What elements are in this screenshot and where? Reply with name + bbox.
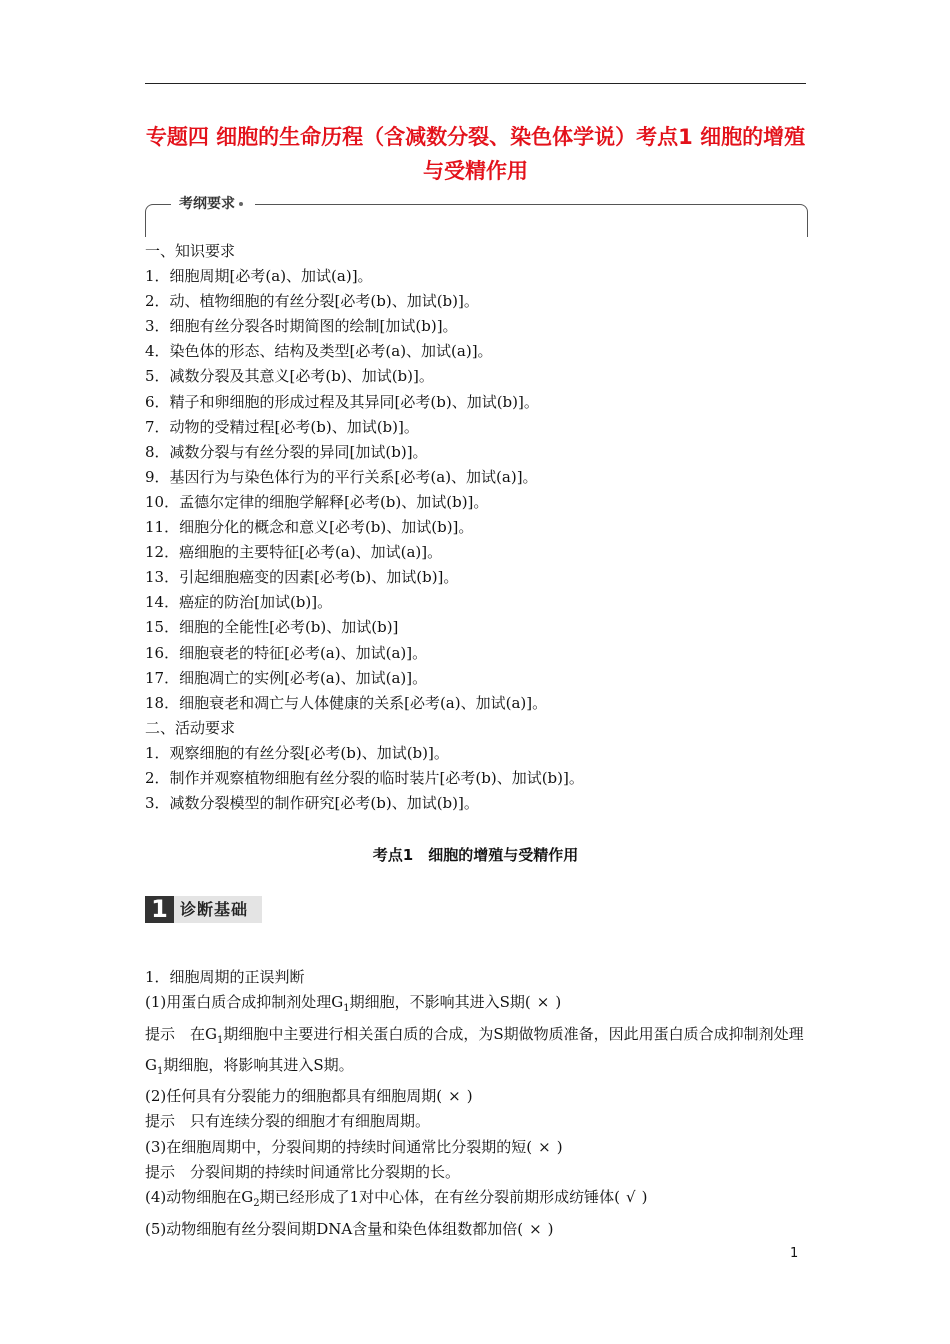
requirement-item: 8．减数分裂与有丝分裂的异同[加试(b)]。 — [145, 442, 428, 461]
banner-label: 诊断基础 — [180, 900, 249, 919]
hint-1: 提示 在$G_1$期细胞中主要进行相关蛋白质的合成，为S期做物质准备，因此用蛋白质合成抑制剂处理$G_1$期细胞，将影响其进入S期。 — [145, 1024, 804, 1077]
answer-mark: × — [536, 993, 550, 1012]
requirement-item: 2．动、植物细胞的有丝分裂[必考(b)、加试(b)]。 — [145, 292, 479, 311]
page-title: 专题四 细胞的生命历程（含减数分裂、染色体学说）考点1 细胞的增殖与受精作用 — [145, 125, 806, 183]
requirement-item: 9．基因行为与染色体行为的平行关系[必考(a)、加试(a)]。 — [145, 467, 538, 486]
requirement-item: 3．减数分裂模型的制作研究[必考(b)、加试(b)]。 — [145, 794, 479, 813]
banner-number: 1 — [145, 896, 174, 923]
requirement-item: 18．细胞衰老和凋亡与人体健康的关系[必考(a)、加试(a)]。 — [145, 693, 548, 712]
requirement-item: 15．细胞的全能性[必考(b)、加试(b)] — [145, 618, 399, 637]
requirement-item: 1．观察细胞的有丝分裂[必考(b)、加试(b)]。 — [145, 743, 449, 762]
requirement-item: 4．染色体的形态、结构及类型[必考(a)、加试(a)]。 — [145, 342, 493, 361]
question-4: (4)动物细胞在$G_2$期已经形成了1对中心体，在有丝分裂前期形成纺锤体( √ ) — [145, 1185, 810, 1216]
requirement-item: 1．细胞周期[必考(a)、加试(a)]。 — [145, 267, 373, 286]
answer-mark: × — [448, 1087, 461, 1106]
answer-mark: √ — [626, 1188, 636, 1207]
syllabus-box — [145, 193, 808, 236]
question-1: (1)用蛋白质合成抑制剂处理$G_1$期细胞，不影响其进入S期( × ) — [145, 990, 810, 1021]
qa-heading: 1．细胞周期的正误判断 — [145, 968, 305, 986]
bullet-dot-icon — [239, 202, 243, 206]
requirement-item: 3．细胞有丝分裂各时期简图的绘制[加试(b)]。 — [145, 317, 458, 336]
requirement-item: 12．癌细胞的主要特征[必考(a)、加试(a)]。 — [145, 543, 443, 562]
question-3: (3)在细胞周期中，分裂间期的持续时间通常比分裂期的短( × ) — [145, 1135, 810, 1160]
question-5: (5)动物细胞有丝分裂间期DNA含量和染色体组数都加倍( × ) — [145, 1217, 810, 1242]
requirement-item: 6．精子和卵细胞的形成过程及其异同[必考(b)、加试(b)]。 — [145, 392, 539, 411]
requirement-item: 14．癌症的防治[加试(b)]。 — [145, 593, 333, 612]
requirement-item: 11．细胞分化的概念和意义[必考(b)、加试(b)]。 — [145, 518, 474, 537]
hint-2: 提示 只有连续分裂的细胞才有细胞周期。 — [145, 1112, 431, 1131]
diagnosis-banner — [145, 896, 262, 923]
hint-3: 提示 分裂间期的持续时间通常比分裂期的长。 — [145, 1163, 461, 1182]
requirement-item: 16．细胞衰老的特征[必考(a)、加试(a)]。 — [145, 643, 428, 662]
requirement-item: 7．动物的受精过程[必考(b)、加试(b)]。 — [145, 417, 419, 436]
requirements-list — [145, 239, 815, 816]
header-rule — [145, 83, 806, 84]
syllabus-label: 考纲要求 — [171, 193, 255, 215]
requirement-item: 5．减数分裂及其意义[必考(b)、加试(b)]。 — [145, 367, 434, 386]
requirement-item: 10．孟德尔定律的细胞学解释[必考(b)、加试(b)]。 — [145, 492, 489, 511]
qa-section — [145, 965, 810, 1242]
requirement-item: 17．细胞凋亡的实例[必考(a)、加试(a)]。 — [145, 668, 428, 687]
page-number: 1 — [790, 1246, 799, 1261]
requirement-item: 2．制作并观察植物细胞有丝分裂的临时装片[必考(b)、加试(b)]。 — [145, 768, 584, 787]
requirement-item: 一、知识要求 — [145, 242, 236, 260]
requirement-item: 13．引起细胞癌变的因素[必考(b)、加试(b)]。 — [145, 568, 459, 587]
answer-mark: × — [538, 1137, 551, 1156]
section-heading: 考点1 细胞的增殖与受精作用 — [372, 846, 579, 864]
question-2: (2)任何具有分裂能力的细胞都具有细胞周期( × ) — [145, 1084, 810, 1109]
requirement-item: 二、活动要求 — [145, 718, 236, 737]
answer-mark: × — [529, 1219, 542, 1238]
